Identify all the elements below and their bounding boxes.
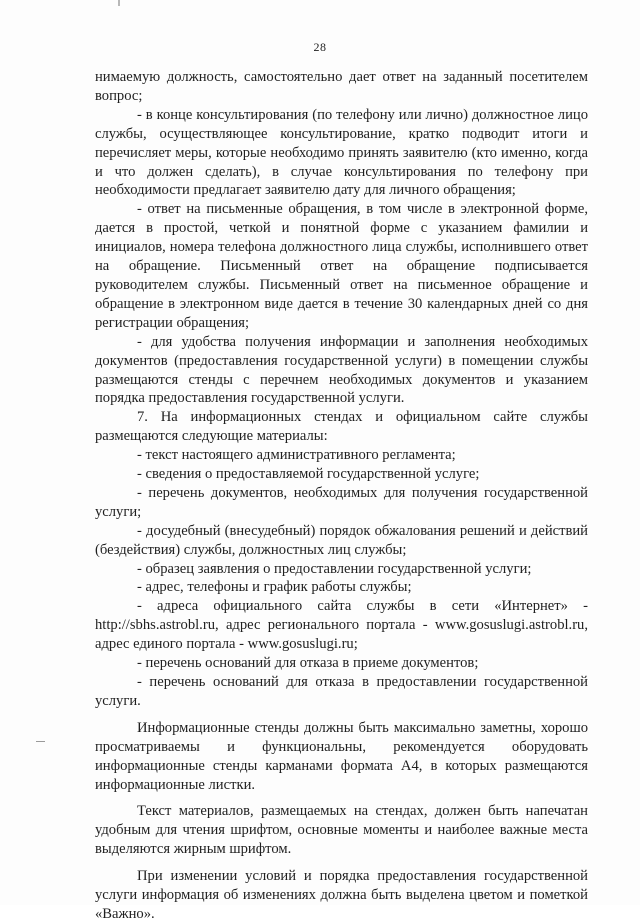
list-item: - перечень оснований для отказа в приеме документов; (137, 655, 479, 672)
page-number: 28 (313, 40, 327, 54)
paragraph-written-answer: - ответ на письменные обращения, в том числе в электронной форме, дается в простой, четкой и понятной форме с указанием фамилии и инициалов, номера телефона должностного лица службы, исполнившего ответ на обращение. Письменный ответ на обращение подписывается руководителем службы. Письменный ответ на письменное обращение и обращение в электронном виде дается в течение 30 календарных дней со дня регистрации обращения; (95, 201, 588, 331)
paragraph-consultation-end: - в конце консультирования (по телефону или лично) должностное лицо службы, осуществляющее консультирование, кратко подводит итоги и перечисляет меры, которые необходимо принять заявителю (кто именно, когда и что должен сделать), в случае консультирования по телефону при необходимости предлагает заявителю дату для личного обращения; (95, 106, 588, 199)
paragraph-section-7: 7. На информационных стендах и официальном сайте службы размещаются следующие материалы: (95, 409, 588, 445)
list-item: - адрес, телефоны и график работы службы; (137, 579, 412, 596)
list-item: - текст настоящего административного регламента; (137, 447, 456, 464)
document-body (95, 68, 588, 924)
paragraph-stands: - для удобства получения информации и заполнения необходимых документов (предоставления государственной услуги) в помещении службы размещаются стенды с перечнем необходимых документов и указанием порядка предоставления государственной услуги. (95, 333, 588, 407)
list-item: - перечень документов, необходимых для получения государственной услуги; (95, 484, 588, 520)
paragraph-info-stands: Информационные стенды должны быть максимально заметны, хорошо просматриваемы и функциональны, рекомендуется оборудовать информационные стенды карманами формата А4, в которых размещаются информационные листки. (95, 719, 588, 793)
list-item: - досудебный (внесудебный) порядок обжалования решений и действий (бездействия) службы, должностных лиц службы; (95, 522, 588, 558)
list-item: - образец заявления о предоставлении государственной услуги; (137, 560, 532, 577)
list-item-addresses: - адреса официального сайта службы в сети «Интернет» - http://sbhs.astrobl.ru, адрес регионального портала - www.gosuslugi.astrobl.ru, адрес единого портала - www.gosuslugi.ru; (95, 598, 588, 653)
paragraph-continuation: нимаемую должность, самостоятельно дает ответ на заданный посетителем вопрос; (95, 69, 588, 104)
list-item: - сведения о предоставляемой государственной услуге; (137, 466, 480, 483)
paragraph-font-requirements: Текст материалов, размещаемых на стендах, должен быть напечатан удобным для чтения шрифтом, основные моменты и наиболее важные места выделяются жирным шрифтом. (95, 803, 588, 858)
margin-mark (36, 741, 45, 742)
paragraph-changes-important: При изменении условий и порядка предоставления государственной услуги информация об изменениях должна быть выделена цветом и пометкой «Важно». (95, 868, 588, 922)
scan-artifact (118, 0, 120, 6)
list-item: - перечень оснований для отказа в предоставлении государственной услуги. (95, 674, 588, 709)
